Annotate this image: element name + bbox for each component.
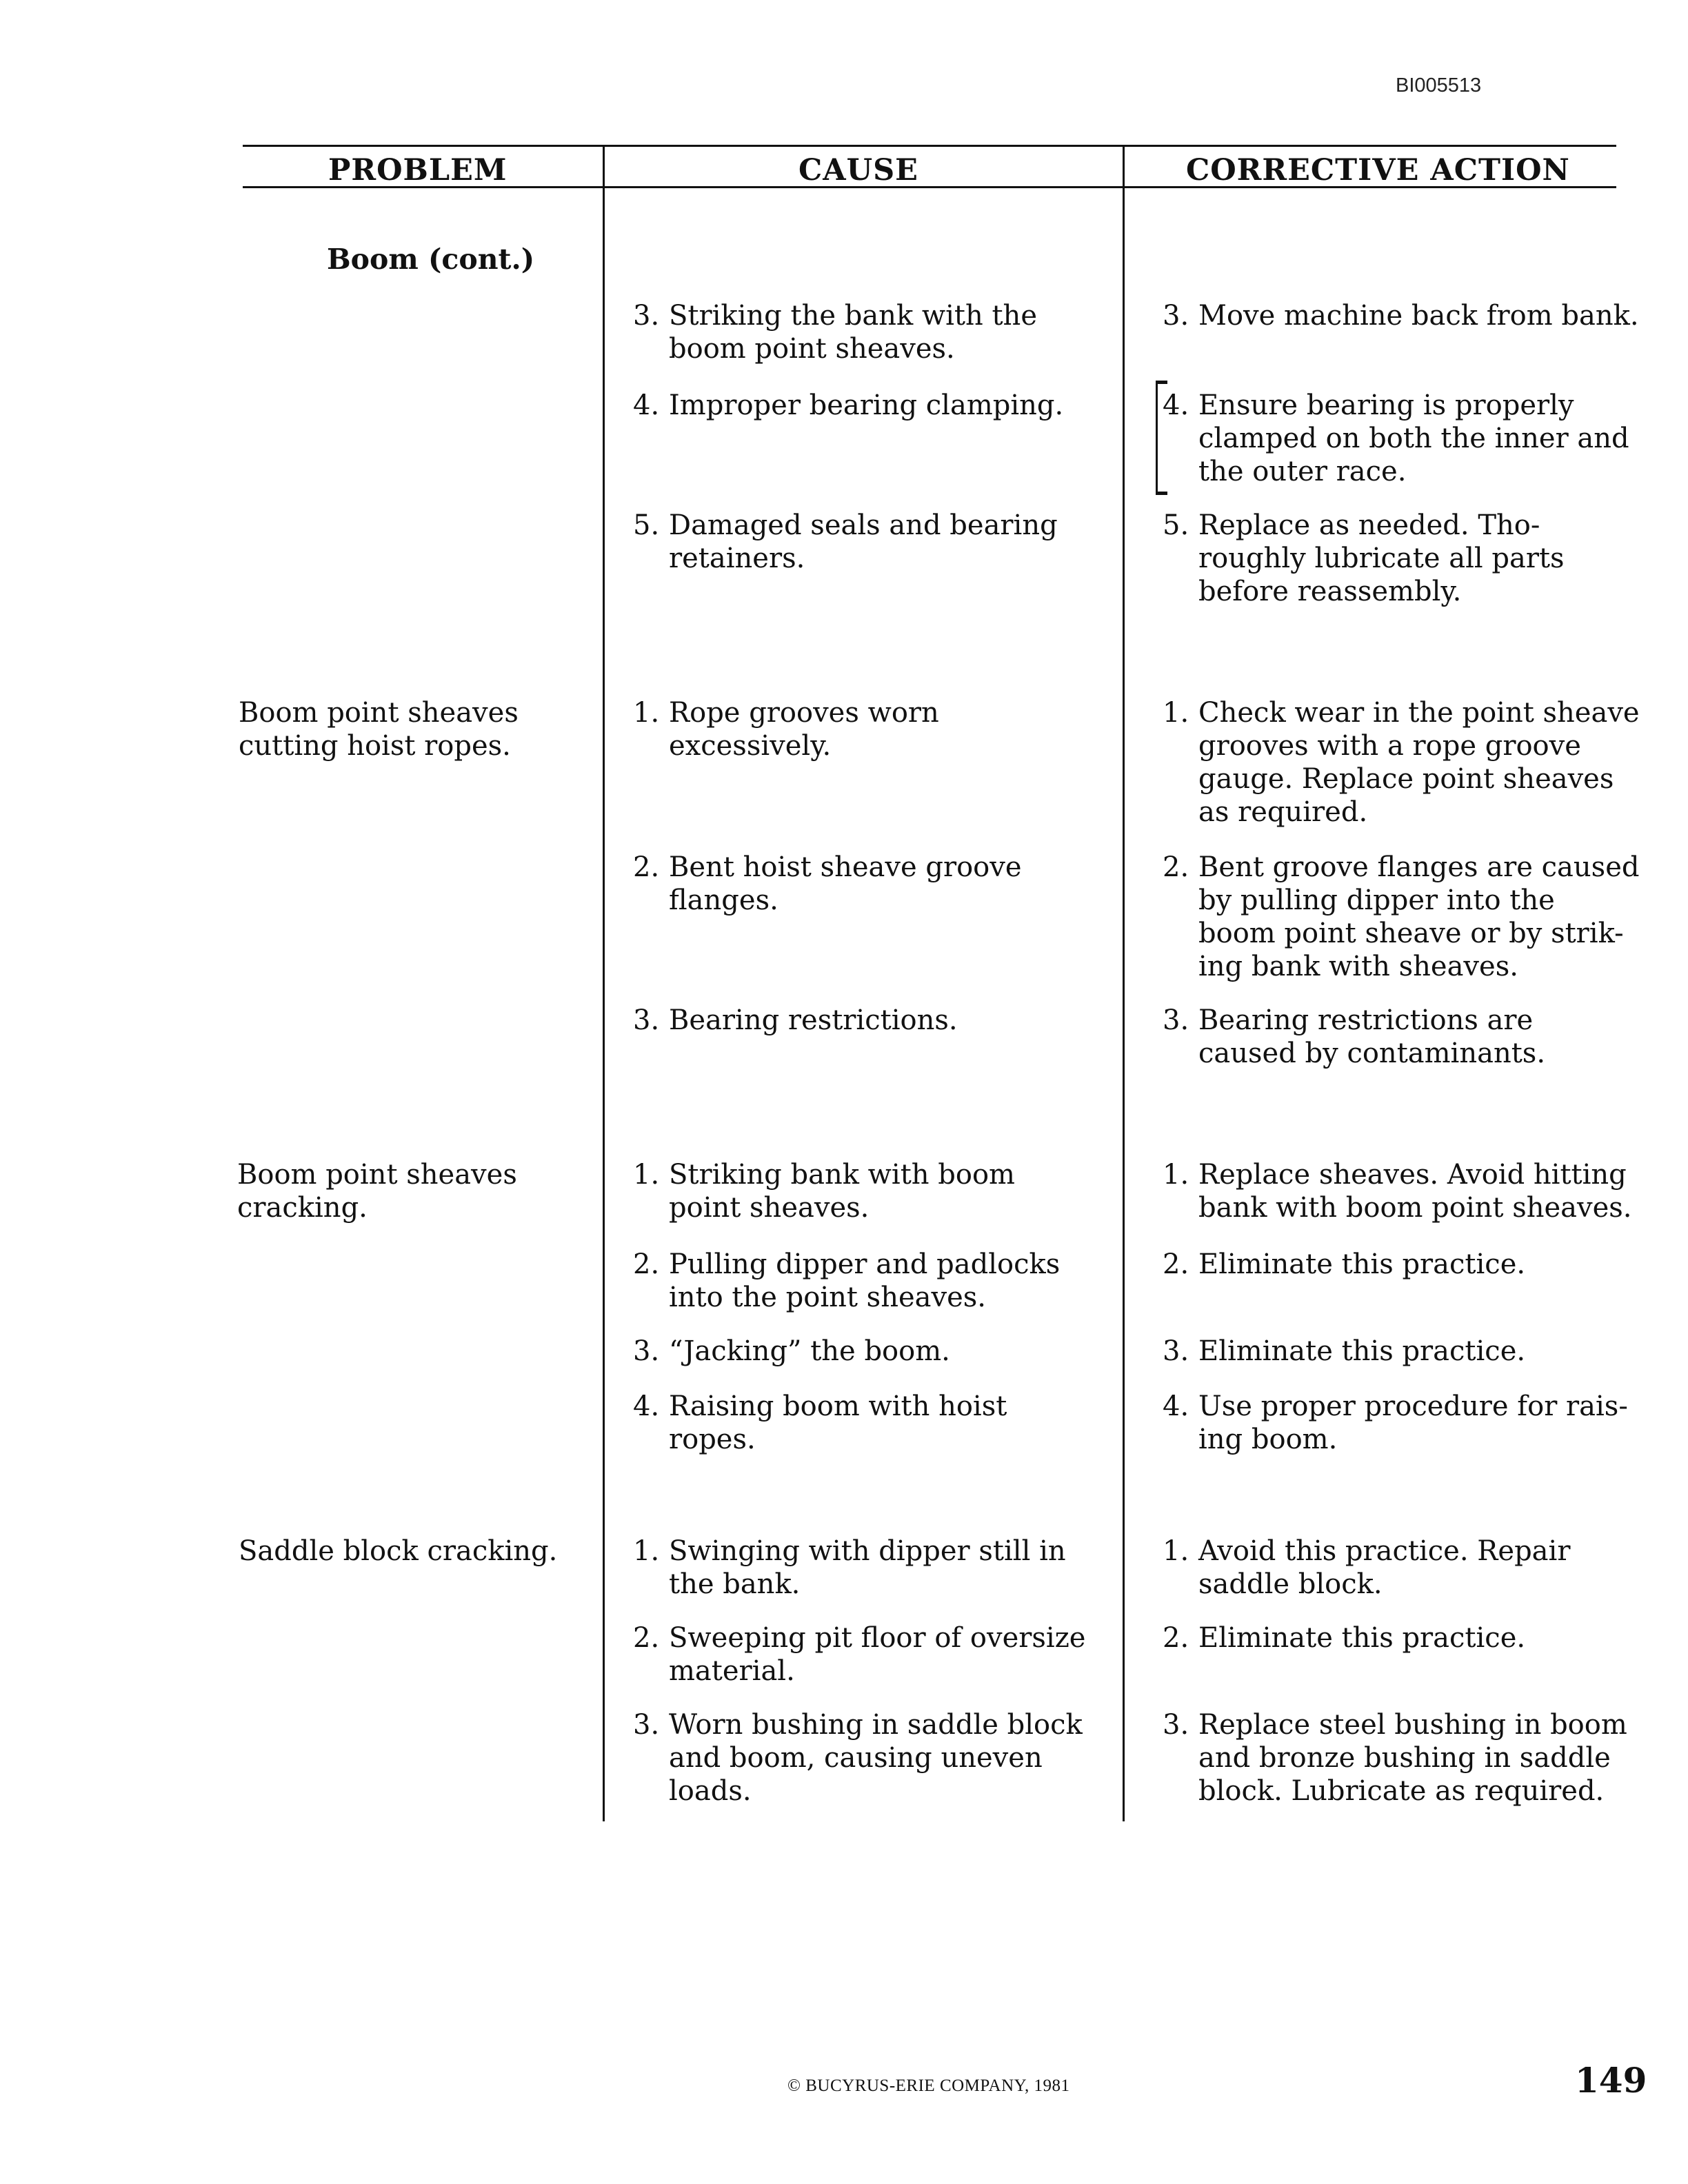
cause-text: Striking the bank with the boom point sheaves. — [669, 300, 1037, 365]
column-divider-right — [1123, 145, 1125, 1821]
action-text: Move machine back from bank. — [1198, 300, 1639, 332]
cause-text: Swinging with dipper still in the bank. — [669, 1535, 1066, 1600]
action-number: 3. — [1163, 1709, 1189, 1741]
action-text: Use proper procedure for rais- ing boom. — [1198, 1391, 1628, 1455]
cause-text: Bent hoist sheave groove flanges. — [669, 851, 1022, 916]
copyright-notice: © BUCYRUS-ERIE COMPANY, 1981 — [787, 2076, 1070, 2095]
cause-text: Raising boom with hoist ropes. — [669, 1391, 1007, 1455]
cause-number: 4. — [633, 390, 660, 421]
action-number: 2. — [1163, 851, 1189, 883]
action-number: 3. — [1163, 1335, 1189, 1367]
cause-text: Bearing restrictions. — [669, 1004, 958, 1036]
action-number: 5. — [1163, 509, 1189, 541]
cause-number: 2. — [633, 1248, 660, 1280]
problem-text: Boom point sheaves cracking. — [237, 1159, 517, 1224]
cause-number: 4. — [633, 1391, 660, 1422]
cause-text: Pulling dipper and padlocks into the point sheaves. — [669, 1248, 1061, 1313]
action-number: 3. — [1163, 300, 1189, 332]
header-cause: CAUSE — [798, 153, 918, 188]
header-corrective-action: CORRECTIVE ACTION — [1186, 153, 1570, 188]
problem-text: Boom point sheaves cutting hoist ropes. — [239, 697, 519, 762]
header-problem: PROBLEM — [328, 153, 508, 188]
action-text: Replace as needed. Tho- roughly lubricate all parts before reassembly. — [1198, 509, 1565, 607]
page-number: 149 — [1575, 2060, 1647, 2101]
cause-number: 3. — [633, 300, 660, 332]
cause-number: 3. — [633, 1709, 660, 1741]
cause-text: Sweeping pit floor of oversize material. — [669, 1622, 1086, 1687]
action-number: 3. — [1163, 1004, 1189, 1036]
action-text: Avoid this practice. Repair saddle block. — [1198, 1535, 1571, 1600]
cause-text: Worn bushing in saddle block and boom, causing uneven loads. — [669, 1709, 1083, 1807]
cause-number: 2. — [633, 851, 660, 883]
cause-text: Improper bearing clamping. — [669, 390, 1064, 421]
action-number: 1. — [1163, 1159, 1189, 1191]
cause-number: 3. — [633, 1004, 660, 1036]
cause-text: Damaged seals and bearing retainers. — [669, 509, 1058, 574]
action-number: 1. — [1163, 697, 1189, 729]
action-number: 1. — [1163, 1535, 1189, 1567]
action-text: Eliminate this practice. — [1198, 1622, 1526, 1654]
action-text: Eliminate this practice. — [1198, 1335, 1526, 1367]
cause-number: 3. — [633, 1335, 660, 1367]
cause-number: 5. — [633, 509, 660, 541]
cause-number: 1. — [633, 1535, 660, 1567]
table-top-rule — [243, 145, 1616, 147]
cause-text: “Jacking” the boom. — [669, 1335, 950, 1367]
document-id: BI005513 — [1396, 74, 1482, 97]
action-text: Replace steel bushing in boom and bronze bushing in saddle block. Lubricate as required. — [1198, 1709, 1627, 1807]
cause-text: Rope grooves worn excessively. — [669, 697, 939, 762]
cause-text: Striking bank with boom point sheaves. — [669, 1159, 1015, 1224]
column-divider-left — [603, 145, 605, 1821]
action-number: 2. — [1163, 1248, 1189, 1280]
section-title: Boom (cont.) — [327, 243, 535, 276]
cause-number: 1. — [633, 697, 660, 729]
action-text: Bent groove flanges are caused by pulling dipper into the boom point sheave or by strik- ing bank with sheaves. — [1198, 851, 1640, 982]
action-number: 4. — [1163, 390, 1189, 421]
cause-number: 1. — [633, 1159, 660, 1191]
action-number: 2. — [1163, 1622, 1189, 1654]
action-text: Eliminate this practice. — [1198, 1248, 1526, 1280]
action-text: Bearing restrictions are caused by contaminants. — [1198, 1004, 1546, 1069]
cause-number: 2. — [633, 1622, 660, 1654]
action-text: Replace sheaves. Avoid hitting bank with boom point sheaves. — [1198, 1159, 1632, 1224]
problem-text: Saddle block cracking. — [239, 1535, 558, 1567]
action-number: 4. — [1163, 1391, 1189, 1422]
action-text: Check wear in the point sheave grooves with a rope groove gauge. Replace point sheaves as required. — [1198, 697, 1640, 828]
action-text: Ensure bearing is properly clamped on both the inner and the outer race. — [1198, 390, 1629, 487]
